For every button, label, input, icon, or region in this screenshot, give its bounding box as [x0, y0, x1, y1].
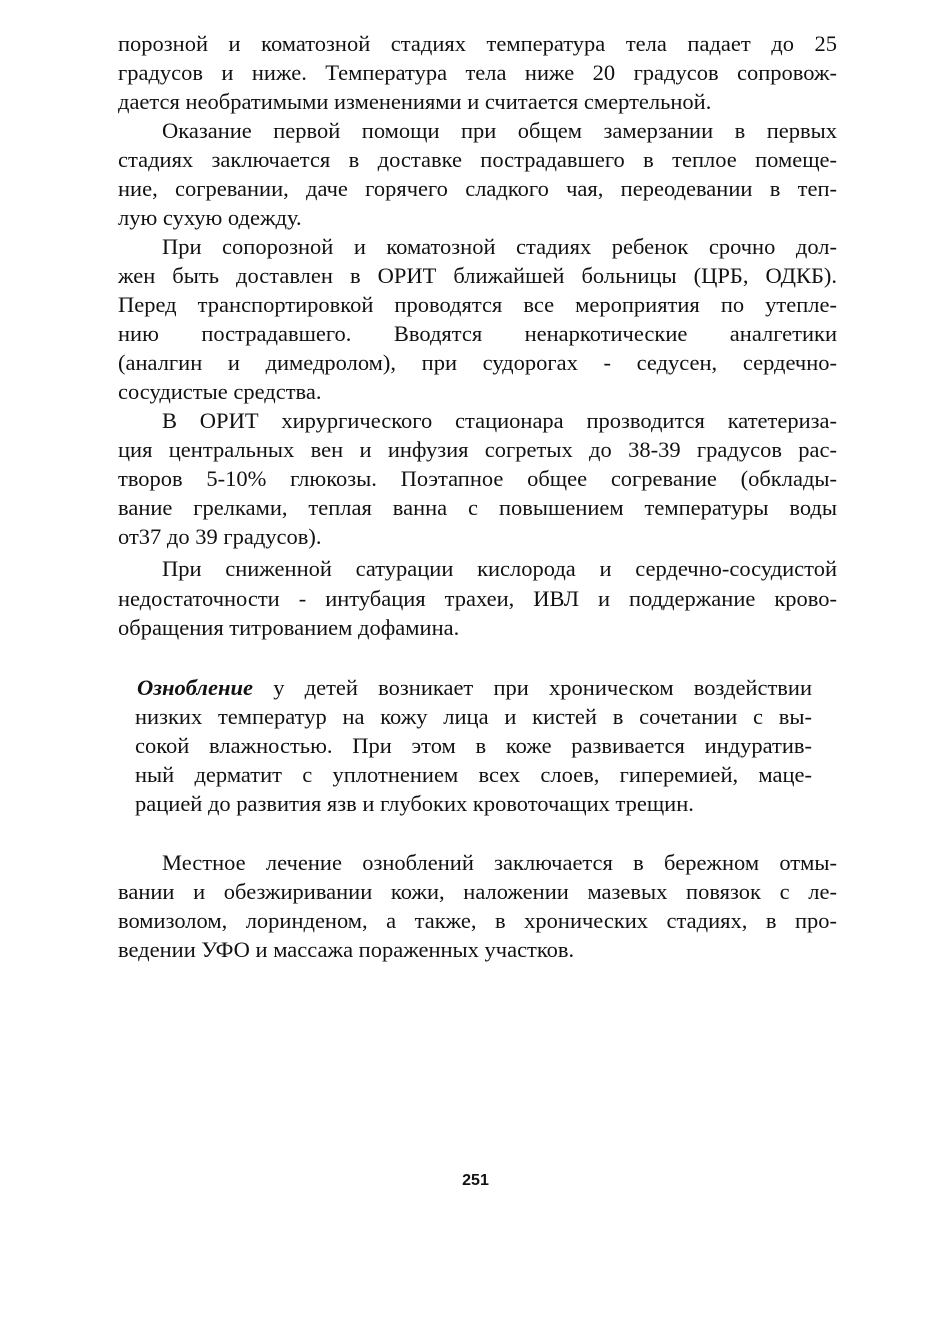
text-line: сосудистые средства.: [118, 379, 322, 404]
text-line: ция центральных вен и инфузия согретых до 38-39 градусов рас-: [118, 437, 837, 462]
text-line: ведении УФО и массажа пораженных участков.: [118, 937, 575, 962]
text-line: Перед транспортировкой проводятся все мероприятия по утепле-: [118, 292, 837, 317]
text-line: Оказание первой помощи при общем замерзании в первых: [162, 118, 837, 143]
page-number: 251: [462, 1172, 489, 1189]
text-line: (аналгин и димедролом), при судорогах - седусен, сердечно-: [118, 350, 837, 375]
text-line: лую сухую одежду.: [118, 205, 302, 230]
text-line: вомизолом, лоринденом, а также, в хронических стадиях, в про-: [118, 908, 837, 933]
text-line: При сниженной сатурации кислорода и сердечно-сосудистой: [162, 556, 837, 581]
text-line: дается необратимыми изменениями и считается смертельной.: [118, 89, 712, 114]
text-line: низких температур на кожу лица и кистей в сочетании с вы-: [135, 704, 812, 729]
text-line: Местное лечение озноблений заключается в бережном отмы-: [162, 850, 837, 875]
text-line: нию пострадавшего. Вводятся ненаркотические аналгетики: [118, 321, 837, 346]
text-line: рацией до развития язв и глубоких кровоточащих трещин.: [135, 791, 694, 816]
text-line: стадиях заключается в доставке пострадавшего в теплое помеще-: [118, 147, 837, 172]
term-heading: Ознобление: [137, 675, 253, 700]
text-line: ние, согревании, даче горячего сладкого чая, переодевании в теп-: [118, 176, 837, 201]
text-line: В ОРИТ хирургического стационара прозводится катетериза-: [162, 408, 837, 433]
text-line: ный дерматит с уплотнением всех слоев, гиперемией, маце-: [135, 762, 812, 787]
text-line: недостаточности - интубация трахеи, ИВЛ и поддержание крово-: [118, 586, 837, 611]
text-line: градусов и ниже. Температура тела ниже 20 градусов сопровож-: [118, 60, 837, 85]
text-line: творов 5-10% глюкозы. Поэтапное общее согревание (обклады-: [118, 466, 837, 491]
text-line: При сопорозной и коматозной стадиях ребенок срочно дол-: [162, 234, 837, 259]
text-line: вание грелками, теплая ванна с повышением температуры воды: [118, 495, 837, 520]
text-line: вании и обезжиривании кожи, наложении мазевых повязок с ле-: [118, 879, 837, 904]
text-line: обращения титрованием дофамина.: [118, 615, 460, 640]
definition-first-line: [137, 673, 812, 702]
text-line: сокой влажностью. При этом в коже развивается индуратив-: [135, 733, 812, 758]
text-line: порозной и коматозной стадиях температура тела падает до 25: [118, 31, 837, 56]
text-line: от37 до 39 градусов).: [118, 524, 322, 549]
text-line: жен быть доставлен в ОРИТ ближайшей больницы (ЦРБ, ОДКБ).: [118, 263, 837, 288]
definition-text: у детей возникает при хроническом воздействии: [252, 675, 812, 700]
